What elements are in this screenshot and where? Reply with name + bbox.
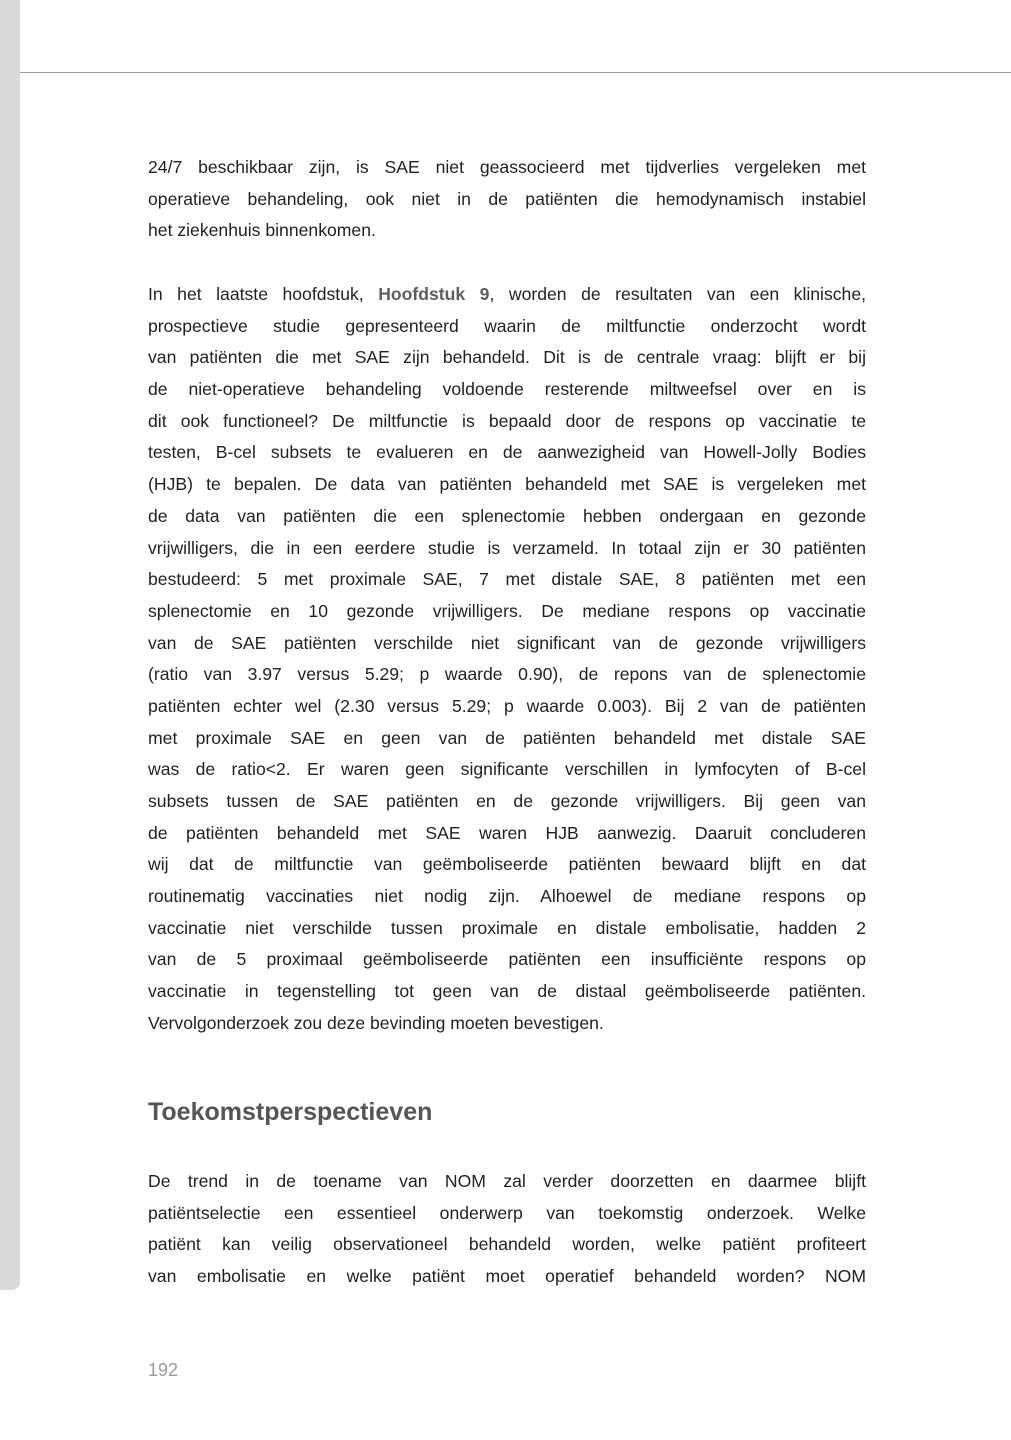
- text-line: (ratio van 3.97 versus 5.29; p waarde 0.90), de repons van de splenectomie: [148, 664, 866, 685]
- text-line: De trend in de toename van NOM zal verder doorzetten en daarmee blijft: [148, 1171, 866, 1191]
- text-line: het ziekenhuis binnenkomen.: [148, 220, 376, 241]
- chapter-reference: Hoofdstuk 9: [378, 284, 490, 304]
- text-line: bestudeerd: 5 met proximale SAE, 7 met distale SAE, 8 patiënten met een: [148, 569, 866, 590]
- text-line: van de 5 proximaal geëmboliseerde patiënten een insufficiënte respons op: [148, 949, 866, 970]
- paragraph-2: [148, 279, 866, 1040]
- text-line: subsets tussen de SAE patiënten en de gezonde vrijwilligers. Bij geen van: [148, 791, 866, 811]
- text-line: van de SAE patiënten verschilde niet significant van de gezonde vrijwilligers: [148, 632, 866, 653]
- text-line: de data van patiënten die een splenectomie hebben ondergaan en gezonde: [148, 505, 866, 526]
- page-edge-tab: [0, 0, 20, 1290]
- page-number: 192: [148, 1360, 179, 1380]
- text-line: [148, 279, 866, 311]
- text-line: 24/7 beschikbaar zijn, is SAE niet geassocieerd met tijdverlies vergeleken met: [148, 157, 866, 177]
- text-line: met proximale SAE en geen van de patiënten behandeld met distale SAE: [148, 727, 866, 748]
- text-line: routinematig vaccinaties niet nodig zijn. Alhoewel de mediane respons op: [148, 886, 866, 907]
- text-line: van embolisatie en welke patiënt moet operatief behandeld worden? NOM: [148, 1266, 866, 1287]
- text-line: wij dat de miltfunctie van geëmboliseerde patiënten bewaard blijft en dat: [148, 854, 866, 875]
- text-line: Vervolgonderzoek zou deze bevinding moeten bevestigen.: [148, 1012, 604, 1033]
- text-line: de niet-operatieve behandeling voldoende resterende miltweefsel over en is: [148, 379, 866, 400]
- text-line: van patiënten die met SAE zijn behandeld. Dit is de centrale vraag: blijft er bij: [148, 347, 866, 368]
- text-line: operatieve behandeling, ook niet in de patiënten die hemodynamisch instabiel: [148, 188, 866, 209]
- text-line: vrijwilligers, die in een eerdere studie is verzameld. In totaal zijn er 30 patiënten: [148, 537, 866, 558]
- text-line: dit ook functioneel? De miltfunctie is bepaald door de respons op vaccinatie te: [148, 410, 866, 431]
- text-line: prospectieve studie gepresenteerd waarin de miltfunctie onderzocht wordt: [148, 315, 866, 336]
- text-line: patiëntselectie een essentieel onderwerp van toekomstig onderzoek. Welke: [148, 1202, 866, 1223]
- paragraph-3: [148, 1166, 866, 1293]
- text-line: vaccinatie in tegenstelling tot geen van de distaal geëmboliseerde patiënten.: [148, 981, 866, 1002]
- text-line: was de ratio<2. Er waren geen significante verschillen in lymfocyten of B-cel: [148, 759, 866, 780]
- text-line: testen, B-cel subsets te evalueren en de aanwezigheid van Howell-Jolly Bodies: [148, 442, 866, 463]
- section-heading: Toekomstperspectieven: [148, 1098, 433, 1126]
- text-line: (HJB) te bepalen. De data van patiënten behandeld met SAE is vergeleken met: [148, 474, 866, 495]
- text-line: vaccinatie niet verschilde tussen proximale en distale embolisatie, hadden 2: [148, 917, 866, 938]
- text: In het laatste hoofdstuk,: [148, 284, 379, 304]
- text-line: patiënten echter wel (2.30 versus 5.29; p waarde 0.003). Bij 2 van de patiënten: [148, 695, 866, 716]
- header-rule: [20, 72, 1011, 73]
- text: , worden de resultaten van een klinische,: [489, 284, 867, 304]
- text-line: splenectomie en 10 gezonde vrijwilligers. De mediane respons op vaccinatie: [148, 600, 866, 621]
- text-line: patiënt kan veilig observationeel behandeld worden, welke patiënt profiteert: [148, 1234, 866, 1255]
- paragraph-1: [148, 152, 866, 247]
- text-line: de patiënten behandeld met SAE waren HJB aanwezig. Daaruit concluderen: [148, 822, 866, 843]
